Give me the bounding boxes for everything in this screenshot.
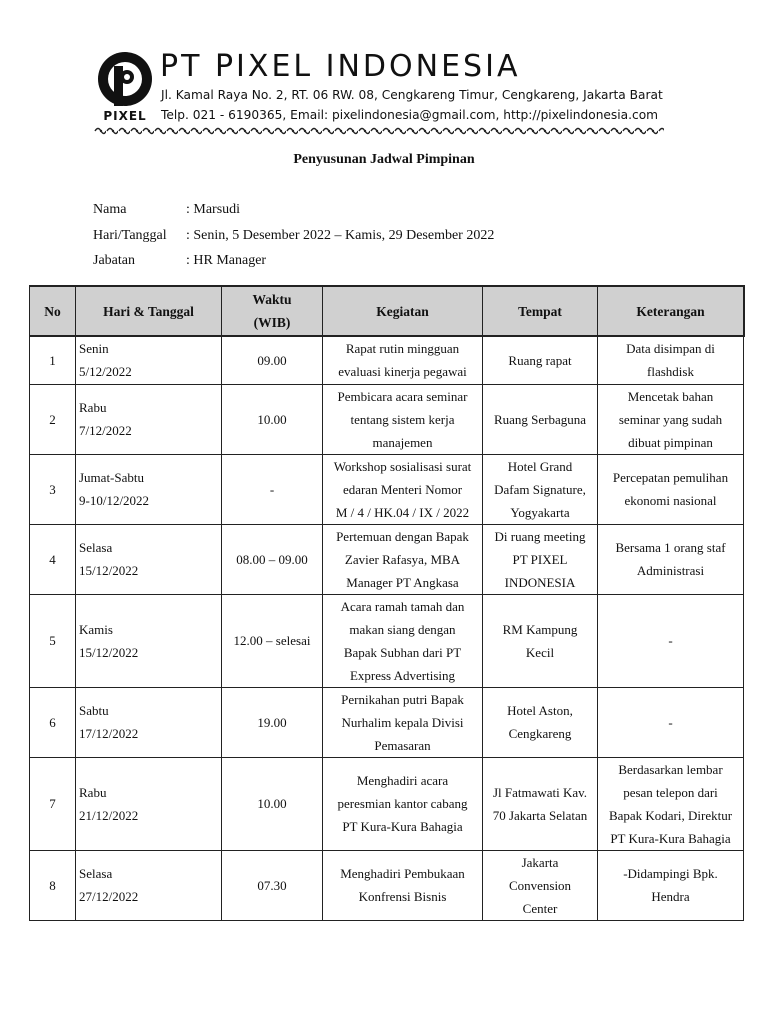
cell-place-line: Ruang Serbaguna (493, 411, 587, 427)
cell-place-line: Kecil (525, 644, 555, 660)
cell-no: 1 (30, 336, 76, 384)
cell-day (76, 454, 222, 524)
cell-time: 19.00 (222, 687, 323, 757)
header-note: Keterangan (598, 286, 744, 336)
cell-note (598, 594, 744, 687)
schedule-body (30, 336, 744, 920)
cell-activity-line: Bapak Subhan dari PT (343, 644, 462, 660)
cell-note-line: Hendra (651, 889, 690, 904)
cell-activity-line: Zavier Rafasya, MBA (344, 551, 461, 567)
cell-note-line: Bapak Kodari, Direktur (608, 807, 733, 823)
cell-place-line: Jakarta (521, 854, 559, 870)
cell-day-line: Jumat-Sabtu (79, 470, 144, 485)
info-value: : Senin, 5 Desember 2022 – Kamis, 29 Desember 2022 (186, 228, 495, 243)
cell-no: 8 (30, 850, 76, 920)
cell-place-line: Yogyakarta (510, 504, 570, 520)
cell-note-line: dibuat pimpinan (628, 434, 713, 450)
cell-note (598, 336, 744, 384)
cell-activity (323, 336, 483, 384)
cell-note-line: flashdisk (647, 364, 694, 380)
cell-activity-line: Pemasaran (374, 737, 431, 753)
cell-day-line: 27/12/2022 (79, 889, 139, 904)
cell-note-line: seminar yang sudah (618, 411, 723, 427)
cell-place-line: Hotel Grand (507, 458, 573, 474)
table-row (30, 757, 744, 850)
cell-day (76, 757, 222, 850)
cell-no: 6 (30, 687, 76, 757)
cell-note-line: Administrasi (636, 563, 705, 578)
cell-activity-line: Pernikahan putri Bapak (341, 691, 464, 707)
letterhead (94, 50, 664, 140)
cell-day (76, 594, 222, 687)
cell-place-line: Hotel Aston, (507, 703, 573, 718)
cell-day-line: 5/12/2022 (79, 364, 132, 380)
cell-activity-line: makan siang dengan (349, 621, 456, 637)
cell-place-line: Cengkareng (508, 726, 572, 741)
cell-activity-line: Express Advertising (349, 667, 456, 683)
cell-day-line: Senin (79, 341, 109, 357)
cell-place (483, 336, 598, 384)
cell-place-line: Center (522, 900, 558, 916)
table-row (30, 594, 744, 687)
cell-place-line: Ruang rapat (508, 352, 572, 368)
cell-note (598, 687, 744, 757)
cell-activity-line: edaran Menteri Nomor (342, 481, 463, 497)
cell-activity (323, 524, 483, 594)
cell-note-line: ekonomi nasional (624, 493, 717, 508)
header-time-line: Waktu (252, 292, 292, 307)
cell-day-line: 21/12/2022 (79, 807, 139, 823)
cell-place-line: Di ruang meeting (494, 528, 586, 544)
cell-day-line: Rabu (79, 400, 107, 415)
header-place: Tempat (483, 286, 598, 336)
cell-time: 07.30 (222, 850, 323, 920)
cell-note-line: Mencetak bahan (627, 388, 714, 404)
cell-day (76, 687, 222, 757)
cell-note (598, 850, 744, 920)
info-value: : HR Manager (186, 253, 267, 268)
cell-day (76, 336, 222, 384)
cell-place (483, 687, 598, 757)
cell-day (76, 524, 222, 594)
cell-activity-line: peresmian kantor cabang (337, 796, 468, 811)
cell-no: 2 (30, 384, 76, 454)
cell-activity-line: Workshop sosialisasi surat (333, 458, 472, 474)
cell-activity-line: evaluasi kinerja pegawai (338, 364, 467, 380)
table-row (30, 384, 744, 454)
table-row (30, 336, 744, 384)
cell-day (76, 850, 222, 920)
cell-day-line: 17/12/2022 (79, 726, 139, 741)
cell-day (76, 384, 222, 454)
table-row (30, 687, 744, 757)
cell-note-line: PT Kura-Kura Bahagia (610, 830, 731, 846)
cell-place (483, 850, 598, 920)
cell-place-line: Convension (508, 877, 572, 893)
ornament-divider (94, 126, 664, 136)
cell-note-line: Berdasarkan lembar (618, 761, 723, 777)
cell-note (598, 524, 744, 594)
cell-activity-line: Manager PT Angkasa (346, 574, 459, 590)
document-title: Penyusunan Jadwal Pimpinan (293, 152, 475, 167)
cell-activity (323, 454, 483, 524)
cell-day-line: Selasa (79, 540, 113, 555)
cell-no: 5 (30, 594, 76, 687)
table-header-row (30, 286, 744, 336)
cell-place (483, 454, 598, 524)
cell-note-line: - (668, 633, 673, 648)
header-no: No (30, 286, 76, 336)
cell-note-line: Percepatan pemulihan (612, 470, 729, 485)
cell-activity-line: Acara ramah tamah dan (340, 598, 465, 614)
cell-day-line: Sabtu (79, 703, 109, 718)
header-day: Hari & Tanggal (76, 286, 222, 336)
cell-note (598, 384, 744, 454)
cell-note-line: -Didampingi Bpk. (623, 866, 718, 881)
cell-no: 7 (30, 757, 76, 850)
table-row (30, 524, 744, 594)
cell-time: - (222, 454, 323, 524)
cell-activity (323, 687, 483, 757)
info-label: Hari/Tanggal (93, 228, 167, 243)
cell-place-line: 70 Jakarta Selatan (492, 807, 588, 823)
cell-time: 10.00 (222, 384, 323, 454)
header-time (222, 286, 323, 336)
cell-day-line: Kamis (79, 621, 113, 637)
cell-time: 12.00 – selesai (222, 594, 323, 687)
cell-note-line: pesan telepon dari (623, 784, 718, 800)
cell-note (598, 454, 744, 524)
cell-activity-line: Pertemuan dengan Bapak (336, 528, 469, 544)
info-label: Jabatan (93, 253, 135, 268)
cell-day-line: Rabu (79, 784, 107, 800)
cell-day-line: Selasa (79, 866, 113, 881)
cell-day-line: 9-10/12/2022 (79, 493, 150, 508)
cell-activity (323, 757, 483, 850)
cell-activity-line: Menghadiri acara (356, 773, 449, 788)
schedule-table (29, 285, 744, 921)
cell-note-line: Bersama 1 orang staf (615, 540, 726, 555)
cell-place (483, 524, 598, 594)
cell-no: 4 (30, 524, 76, 594)
cell-place-line: Dafam Signature, (494, 481, 586, 497)
table-row (30, 454, 744, 524)
cell-activity-line: Menghadiri Pembukaan (340, 866, 465, 881)
cell-time: 08.00 – 09.00 (222, 524, 323, 594)
cell-no: 3 (30, 454, 76, 524)
cell-note (598, 757, 744, 850)
cell-activity-line: PT Kura-Kura Bahagia (342, 819, 463, 834)
cell-place (483, 757, 598, 850)
cell-activity-line: tentang sistem kerja (350, 411, 455, 427)
header-time-line: (WIB) (253, 315, 291, 330)
cell-time: 09.00 (222, 336, 323, 384)
cell-activity (323, 384, 483, 454)
cell-activity (323, 594, 483, 687)
cell-time: 10.00 (222, 757, 323, 850)
cell-place-line: RM Kampung (502, 621, 578, 637)
cell-note-line: Data disimpan di (626, 341, 715, 357)
cell-activity-line: M / 4 / HK.04 / IX / 2022 (335, 504, 470, 520)
company-name: PT PIXEL INDONESIA (160, 49, 521, 84)
cell-place-line: PT PIXEL (512, 551, 568, 567)
cell-activity-line: Pembicara acara seminar (337, 388, 468, 404)
company-contact: Telp. 021 - 6190365, Email: pixelindonesia@gmail.com, http://pixelindonesia.com (161, 108, 659, 122)
header-activity: Kegiatan (323, 286, 483, 336)
cell-place (483, 594, 598, 687)
info-value: : Marsudi (186, 202, 241, 217)
cell-day-line: 15/12/2022 (79, 563, 139, 578)
company-address: Jl. Kamal Raya No. 2, RT. 06 RW. 08, Cengkareng Timur, Cengkareng, Jakarta Barat (161, 88, 663, 102)
cell-place (483, 384, 598, 454)
cell-note-line: - (668, 714, 673, 730)
cell-activity (323, 850, 483, 920)
cell-activity-line: Konfrensi Bisnis (358, 889, 447, 904)
info-label: Nama (93, 202, 127, 217)
cell-day-line: 7/12/2022 (79, 423, 132, 438)
cell-activity-line: Rapat rutin mingguan (345, 341, 460, 357)
cell-activity-line: manajemen (372, 434, 433, 450)
company-logo (94, 52, 156, 122)
cell-place-line: Jl Fatmawati Kav. (492, 784, 588, 800)
cell-activity-line: Nurhalim kepala Divisi (341, 714, 464, 730)
cell-place-line: INDONESIA (504, 574, 576, 590)
logo-text: PIXEL (103, 109, 147, 122)
table-row (30, 850, 744, 920)
cell-day-line: 15/12/2022 (79, 644, 139, 660)
